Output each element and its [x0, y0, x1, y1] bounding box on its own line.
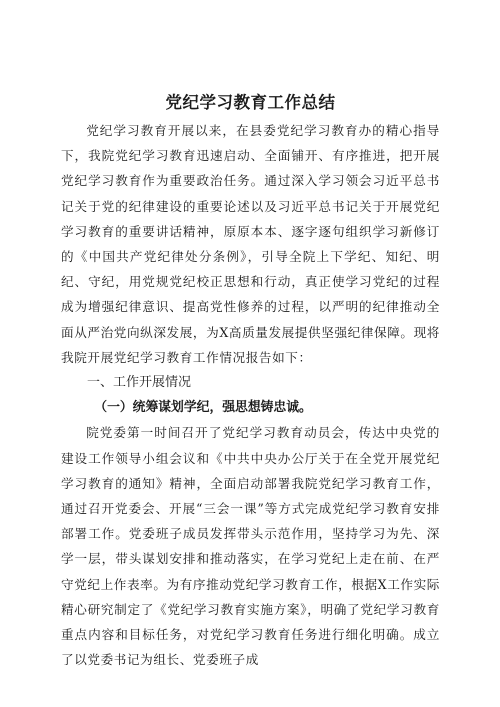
intro-paragraph: 党纪学习教育开展以来，在县委党纪学习教育办的精心指导下，我院党纪学习教育迅速启动、全面铺开、有序推进，把开展党纪学习教育作为重要政治任务。通过深入学习领会习近平总书记关于党的纪律建设的重要论述以及习近平总书记关于开展党纪学习教育的重要讲话精神，原原本本、逐字逐句组织学习新修订的《中国共产党纪律处分条例》，引导全院上下学纪、知纪、明纪、守纪，用党规党纪校正思想和行动，真正使学习党纪的过程成为增强纪律意识、提高党性修养的过程，以严明的纪律推动全面从严治党向纵深发展，为X高质量发展提供坚强纪律保障。现将我院开展党纪学习教育工作情况报告如下： [61, 123, 440, 365]
document-title: 党纪学习教育工作总结 [165, 93, 336, 112]
section-heading-1: 一、工作开展情况 [87, 375, 192, 391]
subsection-heading-1: （一）统筹谋划学纪，强思想铸忠诚。 [94, 400, 312, 416]
body-paragraph: 院党委第一时间召开了党纪学习教育动员会，传达中央党的建设工作领导小组会议和《中共中央办公厅关于在全党开展党纪学习教育的通知》精神，全面启动部署我院党纪学习教育工作，通过召开党委会、开展“三会一课”等方式完成党纪学习教育安排部署工作。党委班子成员发挥带头示范作用，坚持学习为先、深学一层，带头谋划安排和推动落实，在学习党纪上走在前、在严守党纪上作表率。为有序推动党纪学习教育工作，根据X工作实际精心研究制定了《党纪学习教育实施方案》，明确了党纪学习教育重点内容和目标任务，对党纪学习教育任务进行细化明确。成立了以党委书记为组长、党委班子成 [61, 425, 440, 668]
